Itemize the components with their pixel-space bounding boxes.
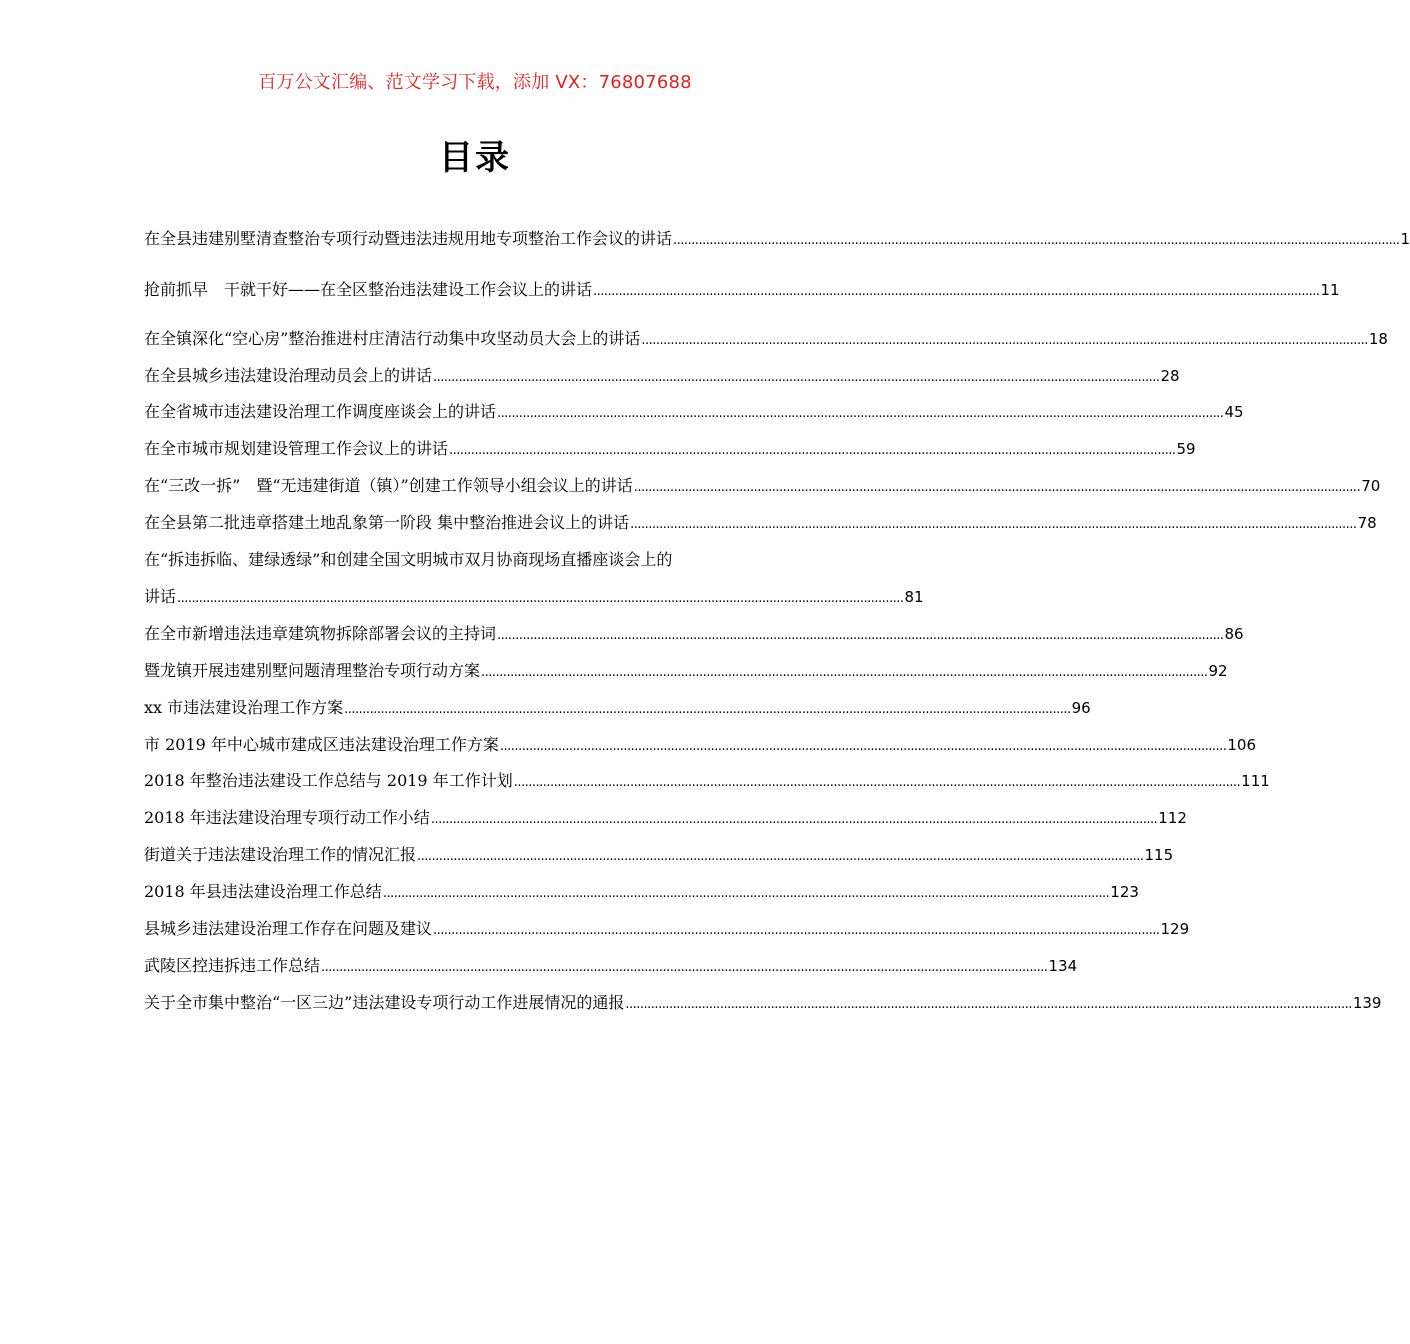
toc-entry-title: 县城乡违法建设治理工作存在问题及建议 [144,919,433,938]
toc-entry-title: 在“拆违拆临、建绿透绿”和创建全国文明城市双月协商现场直播座谈会上的 [144,550,673,569]
toc-entry-title: 在全省城市违法建设治理工作调度座谈会上的讲话 [144,402,497,421]
toc-entry-page: 96 [1071,699,1091,717]
toc-entry-page: 70 [1361,477,1381,495]
toc-leader [630,515,1356,535]
toc-entry[interactable] [144,274,1340,302]
toc-entry-title: 2018 年整治违法建设工作总结与 2019 年工作计划 [144,771,513,790]
toc-entry[interactable] [144,581,924,609]
toc-entry-page: 115 [1144,846,1174,864]
toc-leader [641,331,1367,351]
page-title: 目录 [439,138,511,178]
toc-entry-page: 129 [1160,920,1190,938]
toc-entry[interactable] [144,876,1139,904]
toc-leader [433,921,1159,941]
toc-entry-title: 2018 年县违法建设治理工作总结 [144,882,382,901]
toc-entry[interactable] [144,396,1244,424]
toc-entry-title: xx 市违法建设治理工作方案 [144,698,344,717]
toc-entry-title: 在全县第二批违章搭建土地乱象第一阶段 集中整治推进会议上的讲话 [144,513,630,532]
toc-entry[interactable] [144,765,1270,793]
toc-leader [497,626,1223,646]
toc-entry-page: 111 [1241,772,1270,790]
toc-entry-page: 123 [1110,883,1139,901]
toc-entry[interactable] [144,433,1196,461]
toc-entry-title: 在全市城市规划建设管理工作会议上的讲话 [144,439,449,458]
toc-entry-page: 45 [1224,403,1244,421]
toc-entry-title: 武陵区控违拆违工作总结 [144,956,321,975]
toc-leader [321,958,1047,978]
toc-entry[interactable] [144,223,1410,251]
toc-entry-page: 59 [1176,440,1196,458]
toc-entry-title: 在全县违建别墅清查整治专项行动暨违法违规用地专项整治工作会议的讲话 [144,229,673,248]
toc-leader [177,589,903,609]
toc-entry-page: 112 [1158,809,1187,827]
toc-entry[interactable] [144,950,1078,978]
toc-leader [417,847,1143,867]
toc-entry-page: 78 [1357,514,1377,532]
toc-leader [383,884,1109,904]
toc-leader [500,737,1226,757]
toc-leader [433,368,1159,388]
toc-entry-page: 134 [1048,957,1078,975]
toc-entry-page: 92 [1208,662,1228,680]
toc-leader [634,478,1360,498]
toc-leader [431,810,1157,830]
toc-entry[interactable] [144,839,1174,867]
toc-leader [514,773,1240,793]
toc-leader [593,282,1319,302]
toc-entry[interactable] [144,507,1377,535]
toc-entry-title: 在全镇深化“空心房”整治推进村庄清洁行动集中攻坚动员大会上的讲话 [144,329,641,348]
toc-entry-first-line[interactable] [144,544,808,572]
toc-entry-title: 抢前抓早 干就干好——在全区整治违法建设工作会议上的讲话 [144,280,593,299]
toc-entry-page: 18 [1368,330,1388,348]
header-note: 百万公文汇编、范文学习下载，添加 VX：76807688 [258,72,692,93]
toc-entry[interactable] [144,692,1091,720]
toc-entry-title: 暨龙镇开展违建别墅问题清理整治专项行动方案 [144,661,481,680]
toc-entry-title: 市 2019 年中心城市建成区违法建设治理工作方案 [144,735,499,754]
toc-leader [481,663,1207,683]
toc-entry[interactable] [144,729,1257,757]
toc-leader [497,404,1223,424]
toc-entry[interactable] [144,913,1190,941]
toc-entry-title: 在全市新增违法违章建筑物拆除部署会议的主持词 [144,624,497,643]
toc-entry-title: 在全县城乡违法建设治理动员会上的讲话 [144,366,433,385]
toc-entry-page: 106 [1227,736,1257,754]
toc-leader [625,995,1351,1015]
toc-entry-page: 1 [1400,230,1410,248]
toc-entry[interactable] [144,802,1187,830]
toc-leader [449,441,1175,461]
toc-entry[interactable] [144,987,1382,1015]
toc-entry-title: 在“三改一拆” 暨“无违建街道（镇）”创建工作领导小组会议上的讲话 [144,476,633,495]
toc-entry-page: 139 [1352,994,1382,1012]
toc-entry-title: 街道关于违法建设治理工作的情况汇报 [144,845,417,864]
toc-entry-page: 81 [904,588,924,606]
toc-entry[interactable] [144,655,1228,683]
toc-entry-title: 2018 年违法建设治理专项行动工作小结 [144,808,430,827]
toc-entry-page: 86 [1224,625,1244,643]
toc-entry[interactable] [144,360,1180,388]
toc-leader [344,700,1070,720]
toc-entry[interactable] [144,323,1388,351]
toc-entry-title-continuation: 讲话 [144,587,177,606]
toc-entry-page: 11 [1320,281,1340,299]
toc-entry[interactable] [144,618,1244,646]
toc-entry-page: 28 [1160,367,1180,385]
toc-entry[interactable] [144,470,1381,498]
toc-entry-title: 关于全市集中整治“一区三边”违法建设专项行动工作进展情况的通报 [144,993,625,1012]
toc-leader [673,231,1399,251]
